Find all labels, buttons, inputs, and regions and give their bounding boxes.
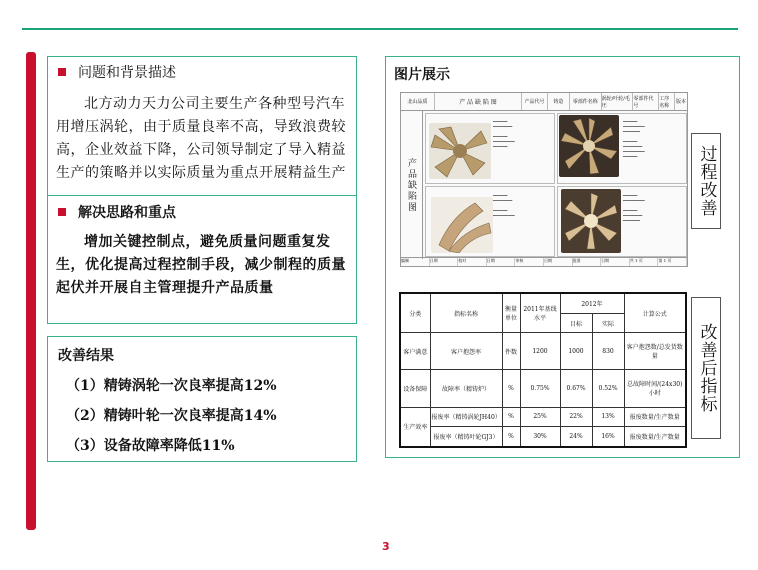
defect-document-image: 北山品质 产 品 缺 陷 图 产品代号 铸造 零部件名称 涡轮/叶轮/毛坯 零部件代号 工序名称 版本 产品缺陷图 ━━━━━━ ━━━━━━━━ ━━━━━━ ━━━━━━━━━ ━━━━━━ ━━━━━━ ━━━━━━━━━ ━━━━━━━ ━━━━━━ ━━━━━━━━ ━━━━━━━━━ ━━━━━━ ━━━━━━ ━━━━━━━━ ━━━━━━ ━━━━━━━━━ ━━━━━━ ━━━━━━━━━ ━━━━━━ ━━━━━━━━ ━━━━━━━ 编制 日期 校对 日期 审核 日期 批准 日期 共 1 页 第 1 页: [400, 92, 688, 267]
result-item: （1）精铸涡轮一次良率提高12%: [66, 378, 277, 394]
bullet-icon: [58, 208, 66, 216]
background-text: 北方动力天力公司主要生产各种型号汽车用增压涡轮，由于质量良率不高，导致浪费较高，企业效益下降，公司领导制定了导入精益生产的策略并以实际质量为重点开展精益生产: [56, 96, 346, 181]
turbine-wheel-photo: [429, 123, 491, 179]
background-title: 问题和背景描述: [78, 65, 176, 81]
document-side-label: 产品缺陷图: [401, 111, 423, 259]
result-item: （2）精铸叶轮一次良率提高14%: [66, 408, 277, 424]
document-header: 北山品质 产 品 缺 陷 图 产品代号 铸造 零部件名称 涡轮/叶轮/毛坯 零部件代号 工序名称 版本: [401, 93, 687, 111]
after-improvement-label: 改善后指标: [691, 297, 721, 439]
process-improvement-label: 过程改善: [691, 133, 721, 229]
turbine-blade-photo: [431, 197, 493, 253]
compressor-wheel-photo: [559, 115, 619, 177]
result-item: （3）设备故障率降低11%: [66, 438, 235, 454]
approach-title: 解决思路和重点: [78, 205, 176, 221]
wheel-closeup-photo: [561, 189, 621, 253]
approach-text: 增加关键控制点，避免质量问题重复发生，优化提高过程控制手段，减少制程的质量起伏并开展自主管理提升产品质量: [56, 234, 346, 296]
table-subheader-row: 目标 实际: [400, 313, 686, 332]
table-row: 设备保障 故障率（精铸炉） % 0.75% 0.67% 0.52% 总故障时间/(24x30)小时: [400, 370, 686, 407]
top-divider: [22, 28, 738, 30]
document-footer: 编制 日期 校对 日期 审核 日期 批准 日期 共 1 页 第 1 页: [401, 257, 687, 266]
table-row: 生产效率 报废率（精铸涡轮JH40） % 25% 22% 13% 报废数量/生产数量: [400, 407, 686, 426]
kpi-table: [399, 292, 687, 448]
figure-title: 图片展示: [394, 67, 450, 83]
results-title: 改善结果: [58, 348, 114, 364]
page-number: 3: [382, 540, 390, 553]
table-header-row: 分类 指标名称 衡量单位 2011年基线水平 2012年 计算公式: [400, 293, 686, 313]
left-accent-bar: [26, 52, 36, 530]
bullet-icon: [58, 68, 66, 76]
table-row: 报废率（精铸叶轮GJ3） % 30% 24% 16% 报废数量/生产数量: [400, 426, 686, 447]
table-row: 客户满意 客户抱怨率 件数 1200 1000 830 客户抱怨数/总发货数量: [400, 333, 686, 370]
